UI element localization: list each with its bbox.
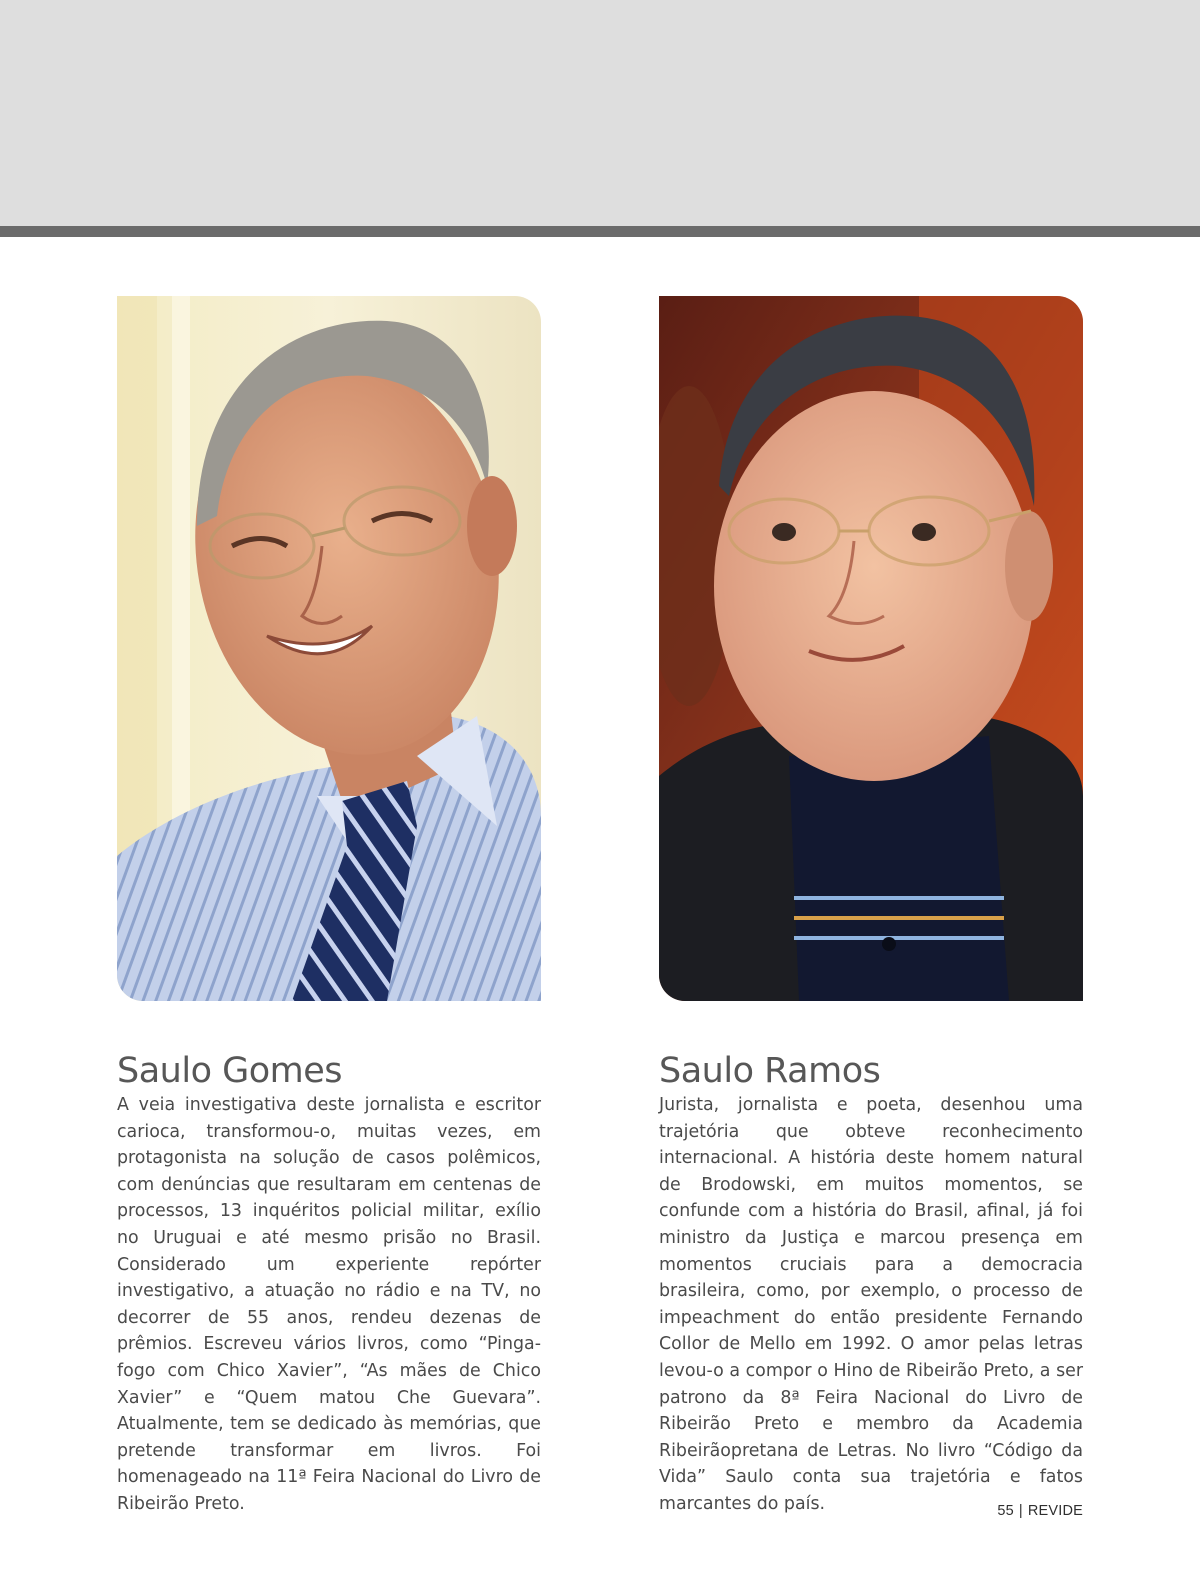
profile-name: Saulo Ramos: [659, 1051, 881, 1091]
page-folio: [997, 1503, 1083, 1519]
folio-separator: |: [1018, 1503, 1023, 1519]
header-band: [0, 0, 1200, 226]
portrait-photo-saulo-gomes: [117, 296, 541, 1001]
profile-name: Saulo Gomes: [117, 1051, 343, 1091]
profile-saulo-ramos: [659, 1050, 1083, 1518]
portrait-illustration: [659, 296, 1083, 1001]
profile-bio: A veia investigativa deste jornalista e escritor carioca, transformou-o, muitas vezes, em protagonista na solução de casos polêmicos, com denúncias que resultaram em centenas de processos, 13 inquéritos policial militar, exílio no Uruguai e até mesmo prisão no Brasil. Considerado um experiente repórter investigativo, a atuação no rádio e na TV, no decorrer de 55 anos, rendeu dezenas de prêmios. Escreveu vários livros, como “Pinga-fogo com Chico Xavier”, “As mães de Chico Xavier” e “Quem matou Che Guevara”. Atualmente, tem se dedicado às memórias, que pretende transformar em livros. Foi homenageado na 11ª Feira Nacional do Livro de Ribeirão Preto.: [117, 1095, 541, 1514]
portrait-photo-saulo-ramos: [659, 296, 1083, 1001]
publication-name: REVIDE: [1027, 1503, 1083, 1519]
profile-saulo-gomes: [117, 1050, 541, 1518]
header-rule: [0, 226, 1200, 237]
profile-bio: Jurista, jornalista e poeta, desenhou uma trajetória que obteve reconhecimento internacional. A história deste homem natural de Brodowski, em muitos momentos, se confunde com a história do Brasil, afinal, já foi ministro da Justiça e marcou presença em momentos cruciais para a democracia brasileira, como, por exemplo, o processo de impeachment do então presidente Fernando Collor de Mello em 1992. O amor pelas letras levou-o a compor o Hino de Ribeirão Preto, a ser patrono da 8ª Feira Nacional do Livro de Ribeirão Preto e membro da Academia Ribeirãopretana de Letras. No livro “Código da Vida” Saulo conta sua trajetória e fatos marcantes do país.: [659, 1095, 1083, 1514]
portrait-illustration: [117, 296, 541, 1001]
page-number: 55: [997, 1503, 1014, 1519]
